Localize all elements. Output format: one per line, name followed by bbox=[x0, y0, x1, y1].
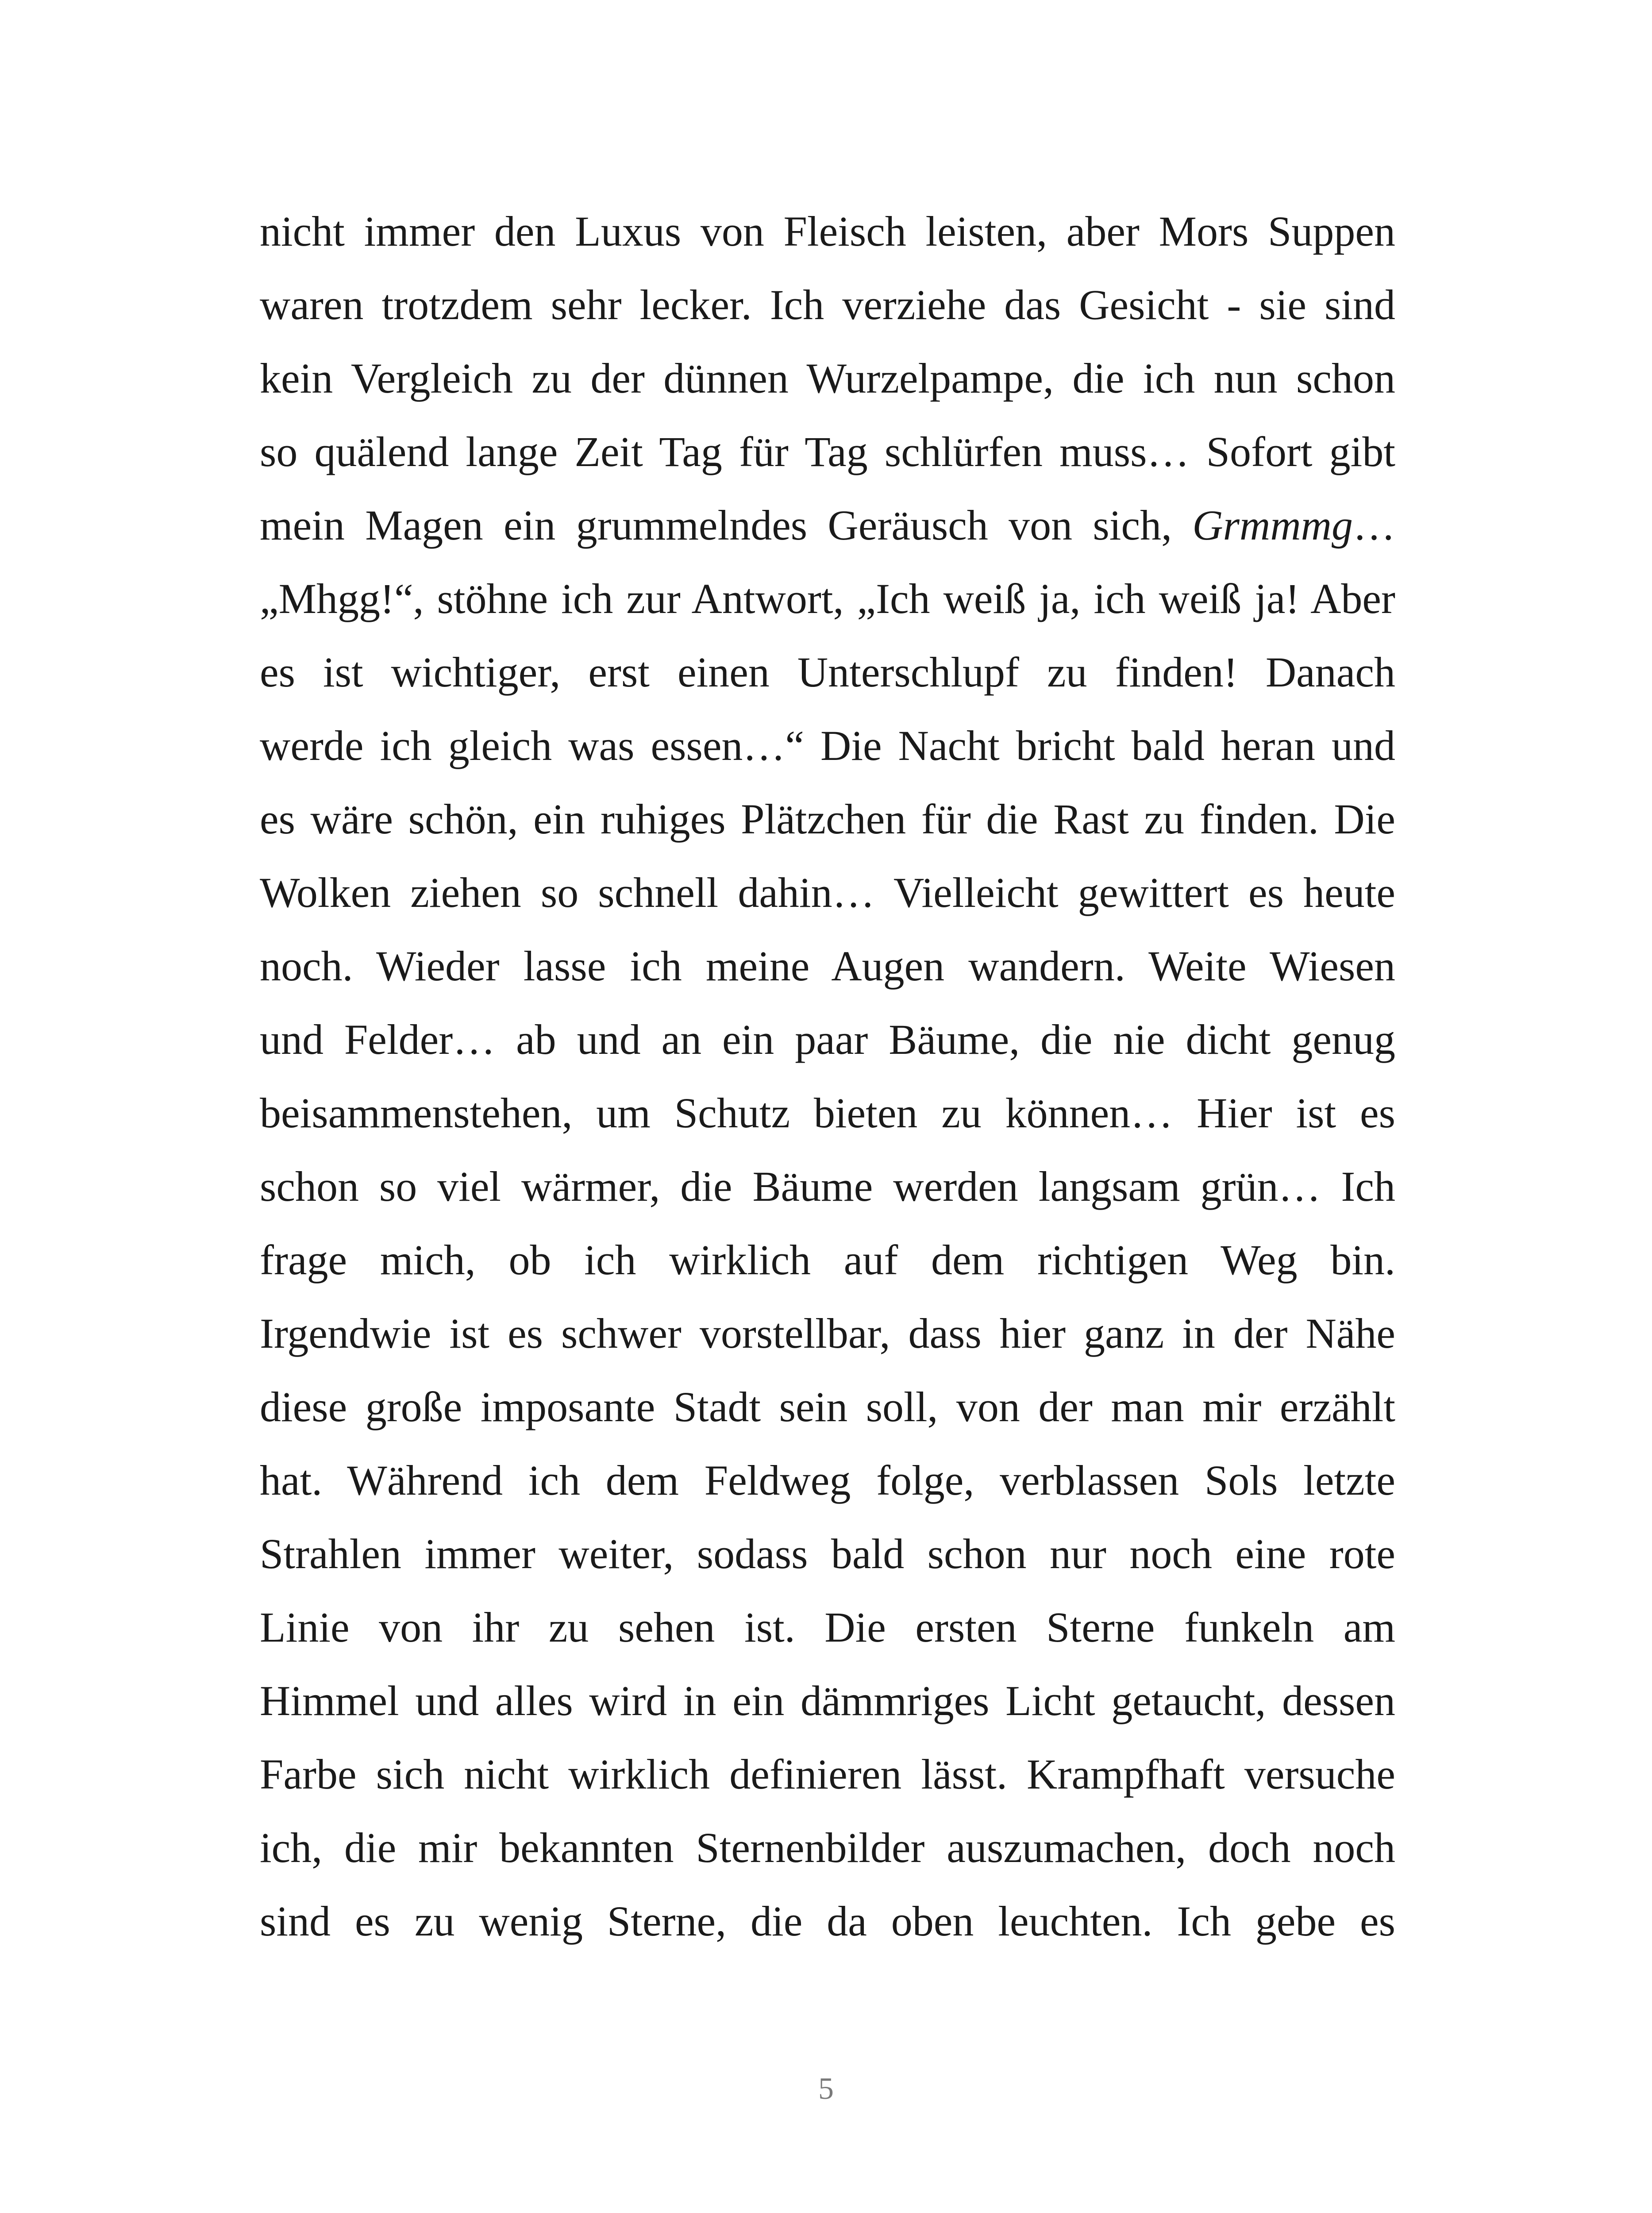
text-line: Wolken ziehen so schnell dahin… Vielleicht gewittert es heute bbox=[260, 869, 1395, 916]
text-line: Irgendwie ist es schwer vorstellbar, dass hier ganz in der Nähe bbox=[260, 1310, 1395, 1357]
page-number: 5 bbox=[818, 2072, 834, 2106]
text-line: beisammenstehen, um Schutz bieten zu können… Hier ist es bbox=[260, 1089, 1395, 1137]
text-line: Himmel und alles wird in ein dämmriges Licht getaucht, dessen bbox=[260, 1677, 1395, 1724]
text-line: waren trotzdem sehr lecker. Ich verziehe das Gesicht - sie sind bbox=[260, 281, 1395, 328]
text-line: es ist wichtiger, erst einen Unterschlupf zu finden! Danach bbox=[260, 648, 1395, 696]
text-line: es wäre schön, ein ruhiges Plätzchen für die Rast zu finden. Die bbox=[260, 795, 1395, 843]
text-line: Strahlen immer weiter, sodass bald schon nur noch eine rote bbox=[260, 1530, 1395, 1577]
text-line: „Mhgg!“, stöhne ich zur Antwort, „Ich weiß ja, ich weiß ja! Aber bbox=[260, 575, 1395, 622]
text-line: schon so viel wärmer, die Bäume werden langsam grün… Ich bbox=[260, 1163, 1395, 1210]
text-line: sind es zu wenig Sterne, die da oben leuchten. Ich gebe es bbox=[260, 1897, 1395, 1945]
text-line: ich, die mir bekannten Sternenbilder auszumachen, doch noch bbox=[260, 1824, 1395, 1871]
text-line: und Felder… ab und an ein paar Bäume, die nie dicht genug bbox=[260, 1016, 1395, 1063]
text-line: Linie von ihr zu sehen ist. Die ersten Sterne funkeln am bbox=[260, 1604, 1395, 1651]
text-line: hat. Während ich dem Feldweg folge, verblassen Sols letzte bbox=[260, 1457, 1395, 1504]
text-line: so quälend lange Zeit Tag für Tag schlürfen muss… Sofort gibt bbox=[260, 428, 1395, 475]
text-line: Farbe sich nicht wirklich definieren lässt. Krampfhaft versuche bbox=[260, 1750, 1395, 1798]
text-line: kein Vergleich zu der dünnen Wurzelpampe, die ich nun schon bbox=[260, 355, 1395, 402]
text-line: noch. Wieder lasse ich meine Augen wandern. Weite Wiesen bbox=[260, 942, 1395, 990]
body-text bbox=[260, 195, 1395, 1958]
text-line: frage mich, ob ich wirklich auf dem richtigen Weg bin. bbox=[260, 1236, 1395, 1284]
text-line bbox=[260, 489, 1395, 562]
italic-sound-word: Grmmmg bbox=[1192, 501, 1353, 549]
text-segment: mein Magen ein grummelndes Geräusch von sich, bbox=[260, 501, 1193, 549]
text-line: werde ich gleich was essen…“ Die Nacht bricht bald heran und bbox=[260, 722, 1395, 769]
text-line: nicht immer den Luxus von Fleisch leisten, aber Mors Suppen bbox=[260, 208, 1395, 255]
text-line: diese große imposante Stadt sein soll, von der man mir erzählt bbox=[260, 1383, 1395, 1430]
text-segment: … bbox=[1353, 501, 1395, 549]
